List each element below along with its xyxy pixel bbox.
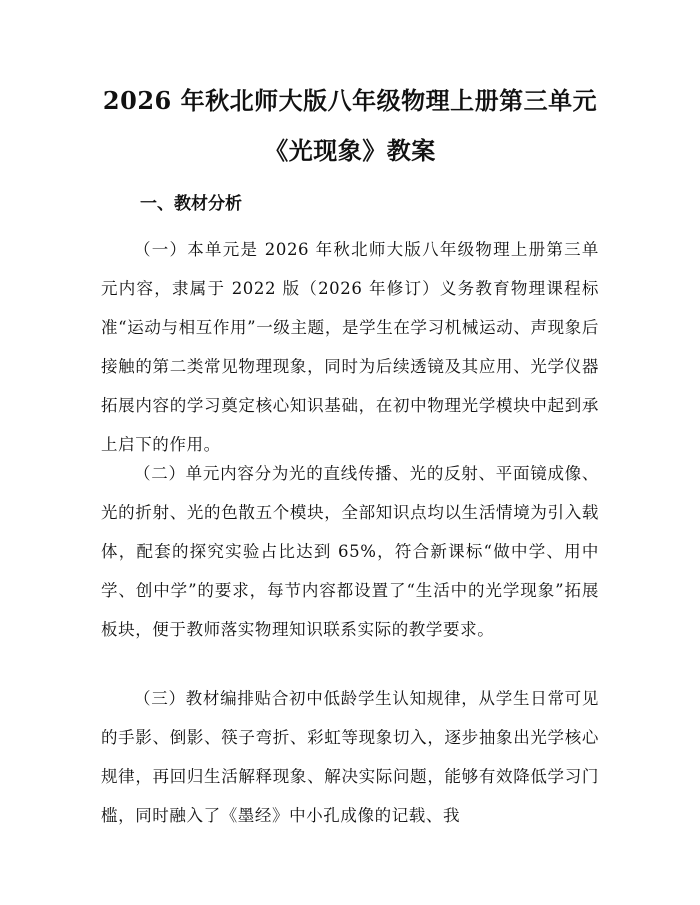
paragraph-2: （二）单元内容分为光的直线传播、光的反射、平面镜成像、光的折射、光的色散五个模块，全部知识点均以生活情境为引入载体，配套的探究实验占比达到 65%，符合新课标“做中学、用中学、创中学”的要求，每节内容都设置了“生活中的光学现象”拓展板块，便于教师落实物理知识联系实际的教学要求。 <box>101 464 599 639</box>
paragraph-3: （三）教材编排贴合初中低龄学生认知规律，从学生日常可见的手影、倒影、筷子弯折、彩虹等现象切入，逐步抽象出光学核心规律，再回归生活解释现象、解决实际问题，能够有效降低学习门槛，同时融入了《墨经》中小孔成像的记载、我 <box>101 689 599 825</box>
section-heading-textbook-analysis: 一、教材分析 <box>140 194 242 214</box>
document-title-line-1: 2026 年秋北师大版八年级物理上册第三单元 <box>102 86 598 115</box>
document-title-line-2: 《光现象》教案 <box>264 136 436 165</box>
paragraph-1: （一）本单元是 2026 年秋北师大版八年级物理上册第三单元内容，隶属于 2022 版（2026 年修订）义务教育物理课程标准“运动与相互作用”一级主题，是学生在学习机械运动、声现象后接触的第二类常见物理现象，同时为后续透镜及其应用、光学仪器拓展内容的学习奠定核心知识基础，在初中物理光学模块中起到承上启下的作用。 <box>101 240 599 454</box>
